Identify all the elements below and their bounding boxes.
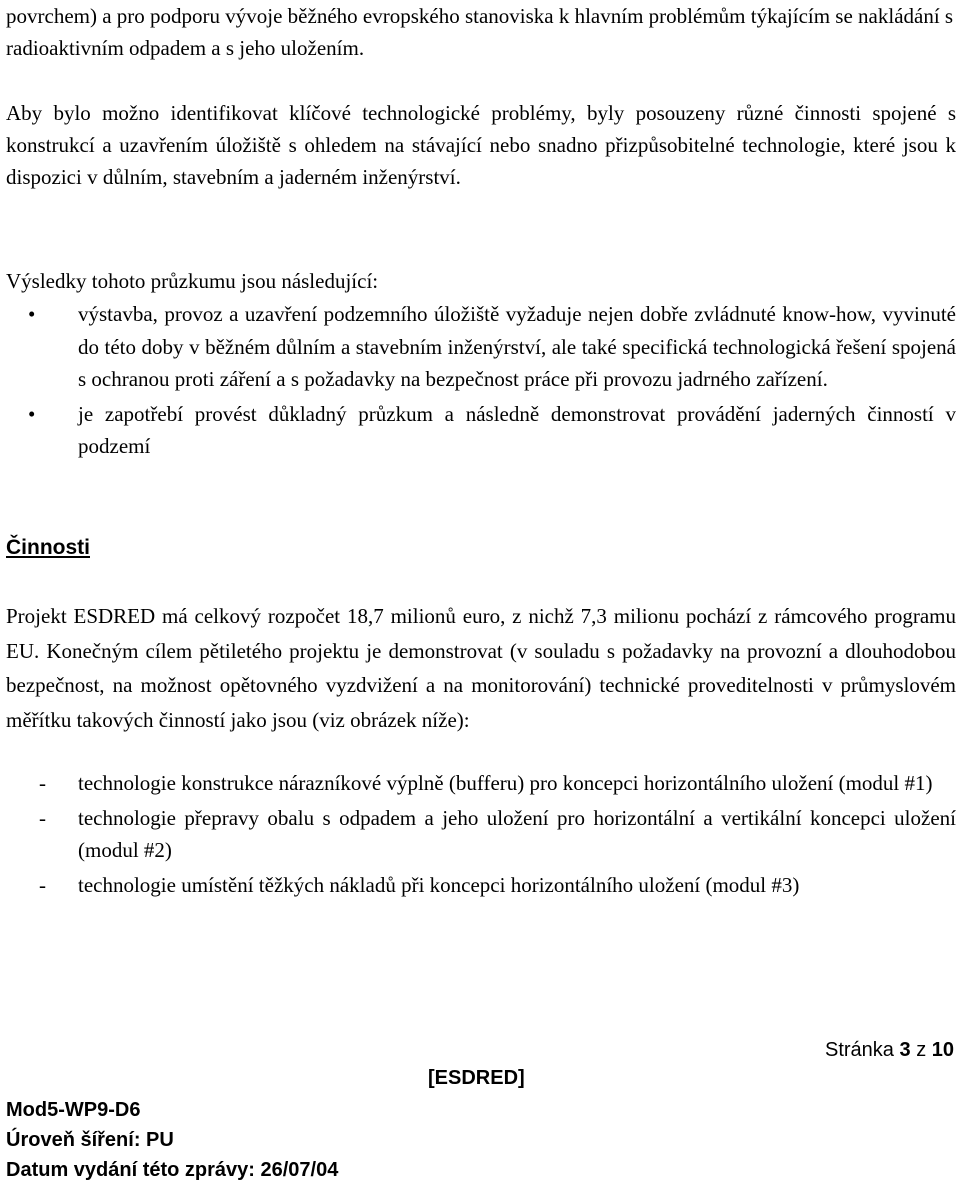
- modules-list: [6, 767, 956, 901]
- page-total: 10: [931, 1039, 954, 1061]
- page-label: Stránka: [825, 1039, 894, 1061]
- page-number: [825, 1037, 954, 1063]
- dash-icon: -: [39, 805, 46, 830]
- list-item: [6, 298, 956, 396]
- section-heading: Činnosti: [6, 536, 90, 559]
- project-label: [ESDRED]: [428, 1067, 525, 1089]
- module-text: technologie konstrukce nárazníkové výplně (bufferu) pro koncepci horizontálního uložení (modul #1): [78, 771, 933, 795]
- list-item: [6, 398, 956, 463]
- bullet-icon: •: [28, 401, 36, 426]
- list-item: [6, 802, 956, 867]
- bullet-text: výstavba, provoz a uzavření podzemního úložiště vyžaduje nejen dobře zvládnuté know-how, vyvinuté do této doby v běžném důlním a stavebním inženýrství, ale také specifická technologická řešení spojená s ochranou proti záření a s požadavky na bezpečnost práce při provozu jadrného zařízení.: [78, 302, 956, 391]
- document-id: Mod5-WP9-D6: [6, 1099, 141, 1121]
- bullet-icon: •: [28, 302, 36, 326]
- page-of: z: [916, 1039, 927, 1061]
- list-item: [6, 767, 956, 800]
- issue-date: Datum vydání této zprávy: 26/07/04: [6, 1159, 339, 1181]
- list-item: [6, 869, 956, 902]
- activities-paragraph: Projekt ESDRED má celkový rozpočet 18,7 milionů euro, z nichž 7,3 milionu pochází z rámcového programu EU. Konečným cílem pětiletého projektu je demonstrovat (v souladu s požadavky na provozní a dlouhodobou bezpečnost, na možnost opětovného vyzdvižení a na monitorování) technické proveditelnosti v průmyslovém měřítku takových činností jako jsou (viz obrázek níže):: [6, 604, 956, 732]
- intro-tail-paragraph: povrchem) a pro podporu vývoje běžného evropského stanoviska k hlavním problémům týkajícím se nakládání s radioaktivním odpadem a s jeho uložením.: [6, 4, 954, 60]
- dash-icon: -: [39, 771, 46, 795]
- technology-paragraph: Aby bylo možno identifikovat klíčové technologické problémy, byly posouzeny různé činnosti spojené s konstrukcí a uzavřením úložiště s ohledem na stávající nebo snadno přizpůsobitelné technologie, které jsou k dispozici v důlním, stavebním a jaderném inženýrství.: [6, 101, 956, 189]
- module-text: technologie přepravy obalu s odpadem a jeho uložení pro horizontální a vertikální koncepci uložení (modul #2): [78, 805, 956, 862]
- bullet-text: je zapotřebí provést důkladný průzkum a následně demonstrovat provádění jaderných činností v podzemí: [78, 401, 956, 458]
- dissemination-level: Úroveň šíření: PU: [6, 1129, 174, 1151]
- page-current: 3: [899, 1039, 911, 1061]
- results-intro: Výsledky tohoto průzkumu jsou následující:: [6, 269, 379, 293]
- results-bullet-list: [6, 298, 956, 463]
- module-text: technologie umístění těžkých nákladů při koncepci horizontálního uložení (modul #3): [78, 872, 800, 897]
- dash-icon: -: [39, 872, 46, 897]
